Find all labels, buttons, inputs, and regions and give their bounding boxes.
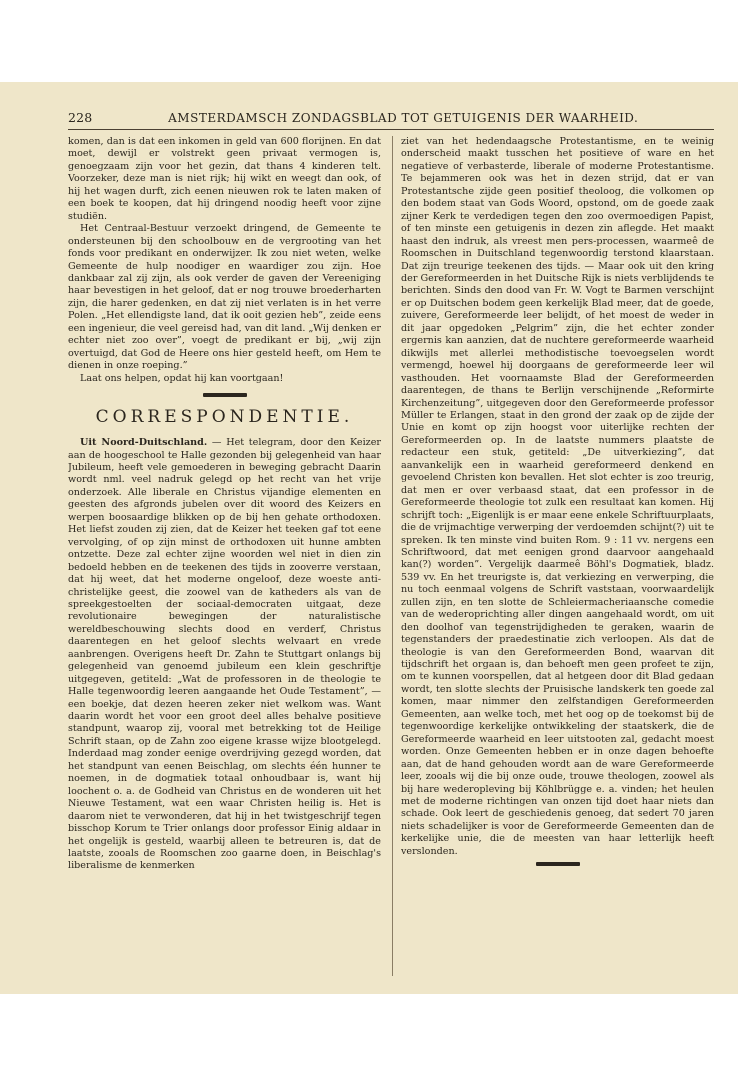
correspondence-lead: Uit Noord-Duitschland. [80,437,208,449]
section-divider-ornament [203,393,247,397]
header-rule [68,129,714,130]
left-column [68,136,381,986]
article-paragraph: Het Centraal-Bestuur verzoekt dringend, de Gemeente te ondersteunen bij den schoolbouw en de vergrooting van het fonds voor predikant en onderwijzer. Ik zou niet weten, welke Gemeente de hulp noodiger en waardiger zou zijn. Hoe dankbaar zal zij zijn, als ook verder de gaven der Vereeniging haar bevestigen in het geloof, dat er nog trouwe broederharten zijn, die harer gedenken, en dat zij niet verlaten is in het verre Polen. „Het ellendigste land, dat ik ooit gezien heb”, zeide eens een ingenieur, die veel gereisd had, van dit land. „Wij denken er echter niet zoo over”, voegt de predikant er bij, „wij zijn overtuigd, dat God de Heere ons hier gesteld heeft, om Hem te dienen in onze roeping.” [68,223,381,372]
column-divider [392,136,393,976]
publication-title: AMSTERDAMSCH ZONDAGSBLAD TOT GETUIGENIS DER WAARHEID. [168,111,639,125]
article-paragraph: komen, dan is dat een inkomen in geld van 600 florijnen. En dat moet, dewijl er volstrekt geen privaat vermogen is, genoegzaam zijn voor het gezin, dat thans 4 kinderen telt. Voorzeker, deze man is niet rijk; hij wikt en weegt dan ook, of hij het wagen durft, zich eenen nieuwen rok te laten maken of een boek te koopen, dat hij dringend noodig heeft voor zijne studiën. [68,136,381,222]
newspaper-page [0,82,738,994]
correspondence-body: — Het telegram, door den Keizer aan de hoogeschool te Halle gezonden bij gelegenheid van haar Jubileum, heeft vele gemoederen in beweging gebracht Daarin wordt nml. veel nadruk gelegd op het recht van het vrije onderzoek. Alle liberale en Christus vijandige elementen en geesten des afgronds jubelen over dit woord des Keizers en werpen boosaardige blikken op de bij hen gehate orthodoxen. Het liefst zouden zij zien, dat de Keizer het teeken gaf tot eene vervolging, of op zijn minst de orthodoxen uit hunne ambten ontzette. Deze zal echter zijne woorden wel niet in dien zin bedoeld hebben en de teekenen des tijds in zooverre verstaan, dat hij weet, dat het moderne ongeloof, deze woeste anti-christelijke geest, die zoowel van de katheders als van de spreekgestoelten der sociaal-democraten uitgaat, deze revolutionaire bewegingen der naturalistische wereldbeschouwing slechts dood en verderf, Christus daarentegen en het geloof slechts welvaart en vrede aanbrengen. Overigens heeft Dr. Zahn te Stuttgart onlangs bij gelegenheid van genoemd jubileum een klein geschriftje uitgegeven, getiteld: „Wat de professoren in de theologie te Halle tegenwoordig leeren aangaande het Oude Testament”, — een boekje, dat dezen heeren zeker niet welkom was. Want daarin wordt het voor een groot deel alles behalve positieve standpunt, waarop zij, vooral met betrekking tot de Heilige Schrift staan, op de Zahn zoo eigene krasse wijze blootgelegd. Inderdaad mag zonder eenige overdrijving gezegd worden, dat het standpunt van eenen Beischlag, om slechts één hunner te noemen, in de dogmatiek totaal onhoudbaar is, want hij loochent o. a. de Godheid van Christus en de wonderen uit het Nieuwe Testament, wat een waar Christen heilig is. Het is daarom niet te verwonderen, dat hij in het twistgeschrijf tegen bisschop Korum te Trier onlangs door professor Einig aldaar in het ongelijk is gesteld, waarbij alleen te betreuren is, dat de laatste, zooals de Roomschen zoo gaarne doen, in Beischlag's liberalisme de kenmerken [68,437,381,872]
end-ornament [536,862,580,866]
correspondence-continuation: ziet van het hedendaagsche Protestantisme, en te weinig onderscheid maakt tusschen het positieve of ware en het negatieve of verbasterde, liberale of moderne Protestantisme. Te bejammeren ook was het in dezen strijd, dat er van Protestantsche zijde geen positief theoloog, die volkomen op den bodem staat van Gods Woord, opstond, om de goede zaak zijner Kerk te verdedigen tegen den zoo overmoedigen Papist, of ten minste een getuigenis in dezen zin aflegde. Het maakt haast den indruk, als vreest men pers-processen, waarmeê de Roomschen in Duitschland tegenwoordig terstond klaarstaan. Dat zijn treurige teekenen des tijds. — Maar ook uit den kring der Gereformeerden in het Duitsche Rijk is niets verblijdends te berichten. Sinds den dood van Fr. W. Vogt te Barmen verschijnt er op Duitschen bodem geen kerkelijk Blad meer, dat de goede, zuivere, Gereformeerde leer belijdt, of het moest de weder in dit jaar opgedoken „Pelgrim” zijn, die het echter zonder ergernis kan aanzien, dat de nuchtere gereformeerde waarheid dikwijls met allerlei methodistische toevoegselen wordt vermengd, hoewel hij doorgaans de gereformeerde leer wil vasthouden. Het voornaamste Blad der Gereformeerden daarentegen, de thans te Berlijn verschijnende „Reformirte Kirchenzeitung”, uitgegeven door den Gereformeerde professor Müller te Erlangen, staat in den grond der zaak op de zijde der Unie en komt op zijn hoogst voor uiterlijke rechten der Gereformeerden op. In de laatste nummers plaatste de redacteur een stuk, getiteld: „De uitverkiezing”, dat aanvankelijk een in waarheid gereformeerd denkend en gevoelend Christen kon bevallen. Het slot echter is zoo treurig, dat men er over verbaasd staat, dat een professor in de Gereformeerde theologie tot zulk een resultaat kan komen. Hij schrijft toch: „Eigenlijk is er maar eene enkele Schriftuurplaats, die de vrijmachtige verwerping der verdoemden schijnt(?) uit te spreken. Ik ten minste vind buiten Rom. 9 : 11 vv. nergens een Schriftwoord, dat met eenigen grond daarvoor aangehaald kan(?) worden”. Vergelijk daarmeê Böhl's Dogmatiek, bladz. 539 vv. En het treurigste is, dat verkiezing en verwerping, die nu toch eenmaal volgens de Schrift vaststaan, voorwaardelijk zullen zijn, en ten slotte de Schleiermacheriaansche comedie van de wederoprichting aller dingen aangehaald wordt, om uit den doolhof van tegenstrijdigheden te geraken, waarin de tegenstanders der praedestinatie zich verloopen. Als dat de theologie is van den Gereformeerden Bond, waarvan dit tijdschrift het orgaan is, dan behoeft men geen profeet te zijn, om te kunnen voorspellen, dat al hetgeen door dit Blad gedaan wordt, ten slotte slechts der Pruisische landskerk ten goede zal komen, maar nimmer den zelfstandigen Gereformeerden Gemeenten, aan welke toch, met het oog op de toekomst bij de tegenwoordige kerkelijke ontwikkeling der staatskerk, die de Gereformeerde waarheid en leer uitstooten zal, gedacht moest worden. Onze Gemeenten hebben er in onze dagen behoefte aan, dat de hand gehouden wordt aan de ware Gereformeerde leer, zooals wij die bij onze oude, trouwe theologen, zoowel als bij hare wederopleving bij Köhlbrügge e. a. vinden; het heulen met de moderne richtingen van onzen tijd doet haar niets dan schade. Ook leert de geschiedenis genoeg, dat sedert 70 jaren niets schadelijker is voor de Gereformeerde Gemeenten dan de kerkelijke unie, die de meesten van haar letterlijk heeft verslonden. [401,136,714,857]
correspondence-paragraph [68,437,381,873]
section-title: CORRESPONDENTIE. [95,407,354,428]
page-header [68,110,714,125]
page-number: 228 [68,110,93,125]
article-paragraph: Laat ons helpen, opdat hij kan voortgaan! [80,372,284,384]
right-column [401,136,714,986]
